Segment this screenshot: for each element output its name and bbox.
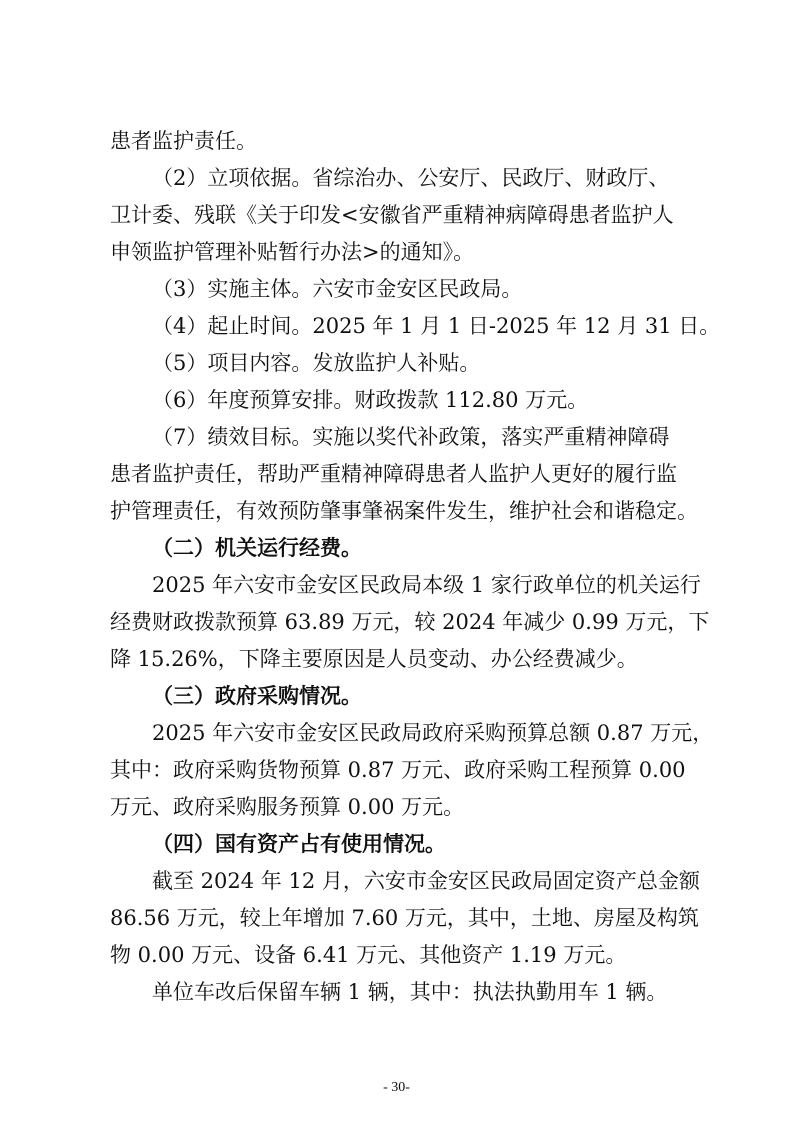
text-line: 卫计委、残联《关于印发<安徽省严重精神病障碍患者监护人 [110,203,674,227]
text-line: 物 0.00 万元、设备 6.41 万元、其他资产 1.19 万元。 [110,943,627,967]
text-line: 万元、政府采购服务预算 0.00 万元。 [110,795,465,819]
text-line: （2）立项依据。省综治办、公安厅、民政厅、财政厅、 [152,166,670,190]
text-line: 其中：政府采购货物预算 0.87 万元、政府采购工程预算 0.00 [110,758,686,782]
text-line: （7）绩效目标。实施以奖代补政策，落实严重精神障碍 [152,425,670,449]
text-line: 患者监护责任。 [110,129,257,153]
text-line: 降 15.26%，下降主要原因是人员变动、办公经费减少。 [110,647,638,671]
section-heading: （三）政府采购情况。 [152,683,362,708]
text-line: （6）年度预算安排。财政拨款 112.80 万元。 [152,388,589,412]
text-line: （3）实施主体。六安市金安区民政局。 [152,277,523,301]
text-line: 2025 年六安市金安区民政局政府采购预算总额 0.87 万元， [152,721,714,745]
text-line: 86.56 万元，较上年增加 7.60 万元，其中，土地、房屋及构筑 [110,906,699,930]
text-line: 经费财政拨款预算 63.89 万元，较 2024 年减少 0.99 万元，下 [110,610,710,634]
text-line: （5）项目内容。发放监护人补贴。 [152,351,481,375]
section-heading: （四）国有资产占有使用情况。 [152,831,446,856]
text-line: 截至 2024 年 12 月，六安市金安区民政局固定资产总金额 [152,869,700,893]
text-line: （4）起止时间。2025 年 1 月 1 日-2025 年 12 月 31 日。 [152,314,721,338]
text-line: 单位车改后保留车辆 1 辆，其中：执法执勤用车 1 辆。 [152,980,668,1004]
text-line: 申领监护管理补贴暂行办法>的通知》。 [110,240,475,264]
text-line: 护管理责任，有效预防肇事肇祸案件发生，维护社会和谐稳定。 [110,499,698,523]
text-line: 2025 年六安市金安区民政局本级 1 家行政单位的机关运行 [152,573,701,597]
section-heading: （二）机关运行经费。 [152,535,362,560]
page-number: - 30- [383,1080,410,1095]
text-line: 患者监护责任，帮助严重精神障碍患者人监护人更好的履行监 [110,462,677,486]
